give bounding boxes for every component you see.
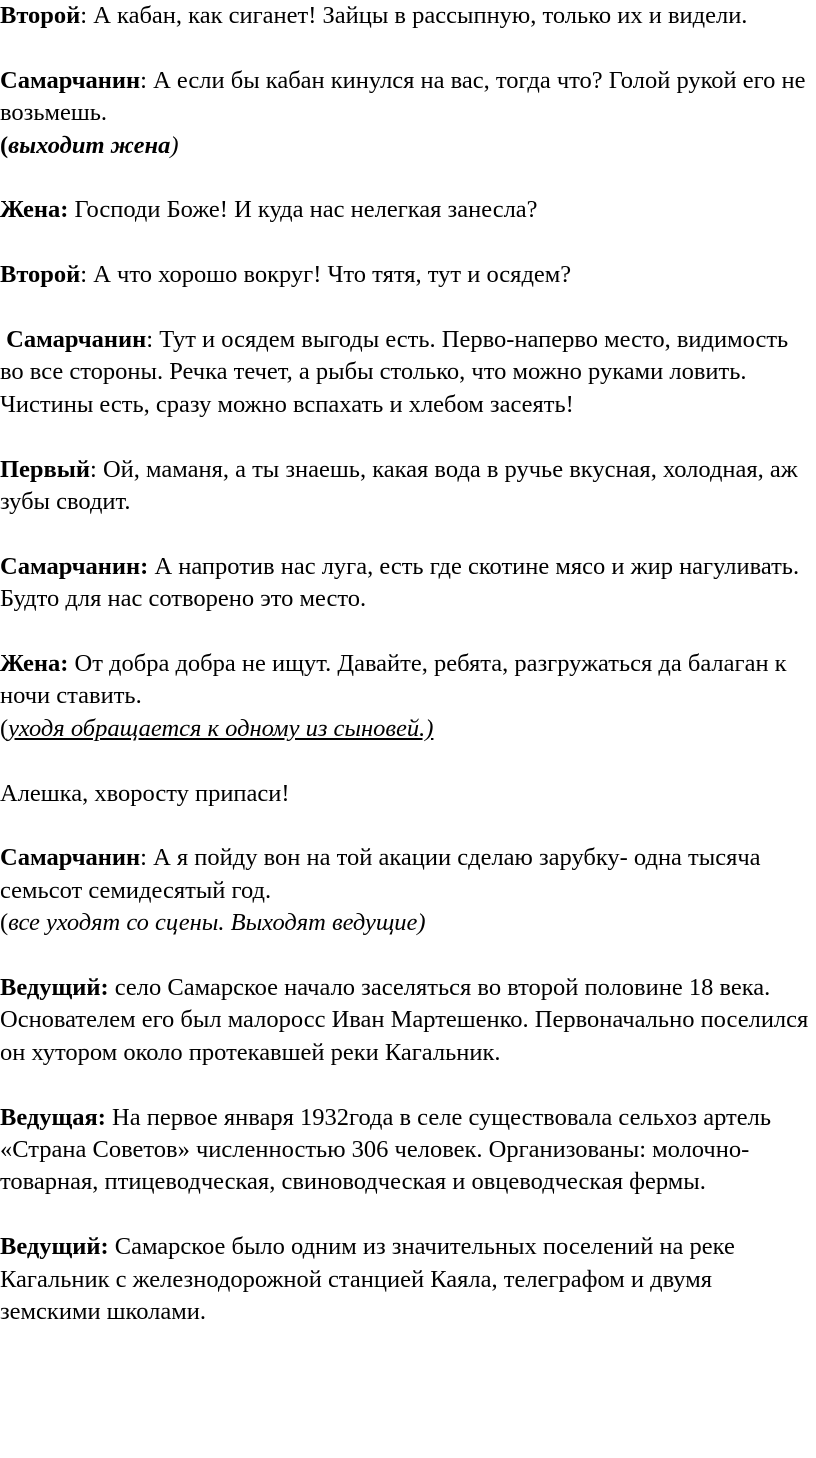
line-text: Алешка, хворосту припаси! (0, 779, 290, 807)
paragraph-gap (0, 1069, 816, 1101)
separator: : (140, 66, 154, 94)
paragraph-gap (0, 1199, 816, 1231)
speaker-name: Самарчанин (6, 326, 147, 353)
line-text: Тут и осядем выгоды есть. Перво-наперво место, видимость во все стороны. Речка течет, а рыбы столько, что можно руками ловить. Чистины есть, сразу можно вспахать и хлебом засеять! (0, 326, 789, 418)
line-text: А что хорошо вокруг! Что тятя, тут и осядем? (93, 261, 572, 289)
paragraph-gap (0, 810, 816, 842)
separator: : (80, 2, 94, 29)
line-text: Ой, маманя, а ты знаешь, какая вода в ручье вкусная, холодная, аж зубы сводит. (0, 455, 798, 516)
dialogue-line (0, 454, 816, 519)
separator: : (146, 326, 160, 353)
dialogue-line (0, 0, 816, 32)
dialogue-line (0, 551, 816, 616)
speaker-name: Ведущий: (0, 974, 109, 1002)
paragraph-gap (0, 518, 816, 550)
bracket-open: ( (0, 714, 9, 742)
bracket-open: ( (0, 131, 9, 159)
speaker-name: Жена: (0, 196, 69, 224)
separator: : (140, 844, 154, 872)
speaker-name: Жена: (0, 650, 69, 678)
paragraph-gap (0, 32, 816, 64)
separator: : (80, 261, 94, 289)
line-text: А если бы кабан кинулся на вас, тогда что? Голой рукой его не возьмешь. (0, 66, 806, 127)
dialogue-line (0, 1231, 816, 1328)
dialogue-line (0, 259, 816, 291)
line-text: На первое января 1932года в селе существовала сельхоз артель «Страна Советов» численностью 306 человек. Организованы: молочно-товарная, птицеводческая, свиноводческая и овцеводческая фермы. (0, 1103, 771, 1196)
line-text: село Самарское начало заселяться во второй половине 18 века. Основателем его был малоросс Иван Мартешенко. Первоначально поселился он хутором около протекавшей реки Кагальник. (0, 974, 809, 1066)
stage-direction (0, 713, 816, 745)
speaker-name: Ведущая: (0, 1103, 106, 1131)
paragraph-gap (0, 421, 816, 453)
stage-direction (0, 130, 816, 162)
bracket-close: ) (170, 131, 179, 159)
paragraph-gap (0, 940, 816, 972)
paragraph-gap (0, 227, 816, 259)
stage-text: выходит жена (8, 131, 171, 159)
separator: : (90, 455, 103, 483)
dialogue-line (0, 65, 816, 130)
stage-direction (0, 907, 816, 939)
speaker-name: Первый (0, 455, 91, 483)
line-text: А кабан, как сиганет! Зайцы в рассыпную, только их и видели. (93, 2, 748, 29)
speaker-name: Второй (0, 2, 81, 29)
dialogue-line (0, 778, 816, 810)
speaker-name: Самарчанин: (0, 552, 149, 580)
speaker-name: Второй (0, 261, 81, 289)
speaker-name: Самарчанин (0, 844, 141, 872)
line-text: Господи Боже! И куда нас нелегкая занесла? (74, 196, 538, 224)
stage-text: уходя обращается к одному из сыновей.) (8, 714, 434, 742)
paragraph-gap (0, 745, 816, 777)
stage-text: все уходят со сцены. Выходят ведущие) (8, 909, 426, 937)
dialogue-line (0, 842, 816, 907)
paragraph-gap (0, 292, 816, 324)
paragraph-gap (0, 162, 816, 194)
line-text: Самарское было одним из значительных поселений на реке Кагальник с железнодорожной станцией Каяла, телеграфом и двумя земскими школами. (0, 1233, 735, 1326)
line-text: А напротив нас луга, есть где скотине мясо и жир нагуливать. Будто для нас сотворено это место. (0, 552, 800, 613)
line-text: От добра добра не ищут. Давайте, ребята, разгружаться да балаган к ночи ставить. (0, 650, 787, 710)
dialogue-line (0, 648, 816, 713)
dialogue-line (0, 1102, 816, 1199)
paragraph-gap (0, 616, 816, 648)
dialogue-line (0, 972, 816, 1069)
dialogue-line (0, 194, 816, 226)
bracket-open: ( (0, 909, 9, 937)
line-text: А я пойду вон на той акации сделаю зарубку- одна тысяча семьсот семидесятый год. (0, 844, 761, 904)
speaker-name: Самарчанин (0, 66, 141, 94)
dialogue-line (0, 324, 816, 421)
speaker-name: Ведущий: (0, 1233, 109, 1261)
